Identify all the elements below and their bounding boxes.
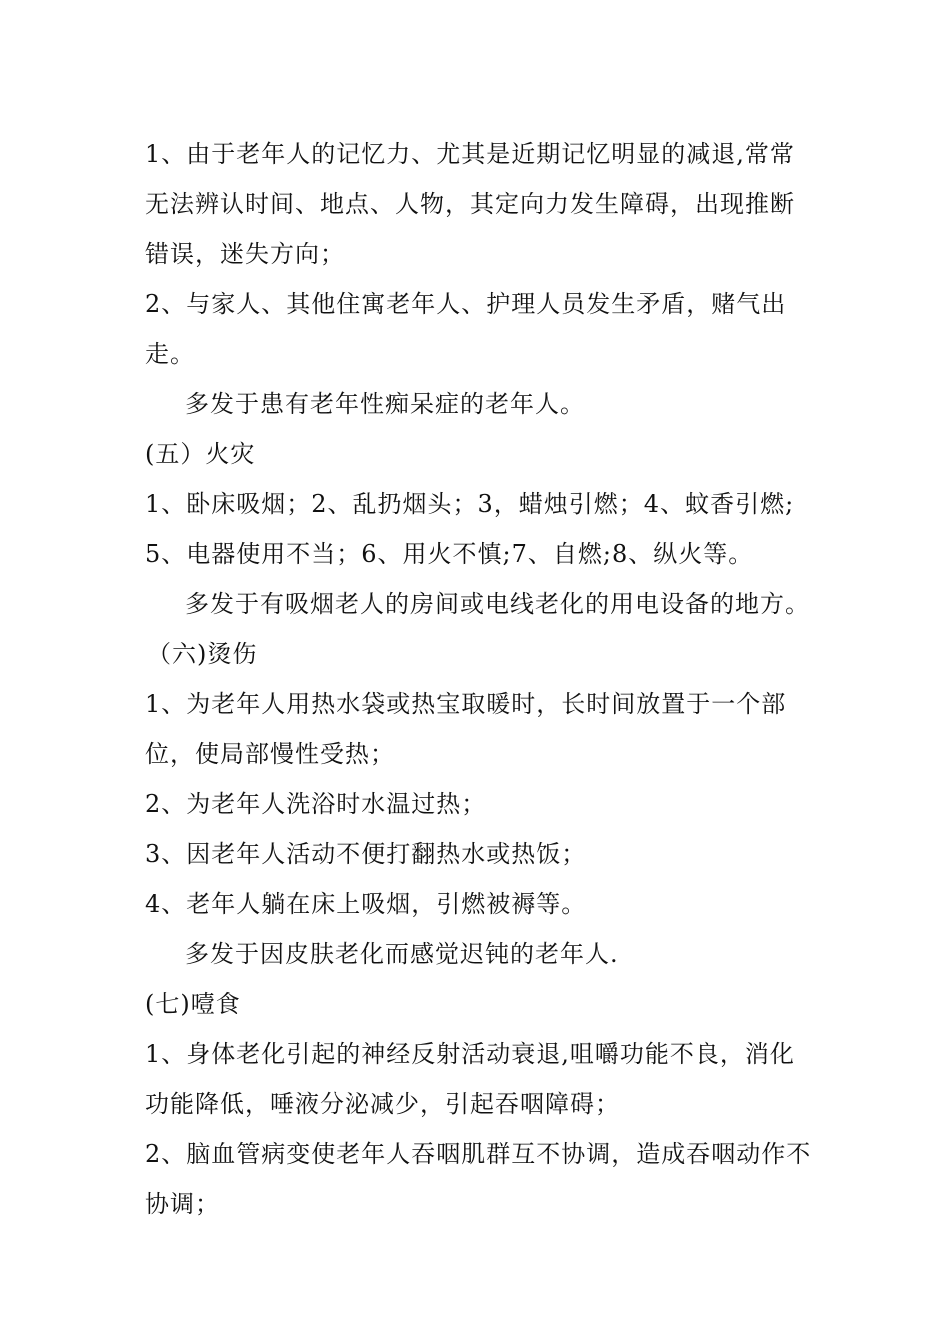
document-body [145,129,815,1229]
paragraph-burn-cause-1: 1、为老年人用热水袋或热宝取暖时，长时间放置于一个部位，使局部慢性受热； [145,690,787,768]
paragraph-burn-note: 多发于因皮肤老化而感觉迟钝的老年人. [185,940,619,968]
paragraph-fire-causes: 1、卧床吸烟；2、乱扔烟头；3，蜡烛引燃；4、蚊香引燃;5、电器使用不当；6、用火不慎;7、自燃;8、纵火等。 [145,490,795,568]
section-heading-burns: （六)烫伤 [147,640,258,668]
paragraph-fire-note: 多发于有吸烟老人的房间或电线老化的用电设备的地方。 [185,590,810,618]
section-heading-fire: (五）火灾 [145,440,256,468]
paragraph-disorientation-cause-1: 1、由于老年人的记忆力、尤其是近期记忆明显的减退,常常无法辨认时间、地点、人物，其定向力发生障碍，出现推断错误，迷失方向； [145,140,795,268]
paragraph-burn-cause-4: 4、老年人躺在床上吸烟，引燃被褥等。 [145,890,587,918]
paragraph-burn-cause-3: 3、因老年人活动不便打翻热水或热饭； [145,840,587,868]
paragraph-burn-cause-2: 2、为老年人洗浴时水温过热； [145,790,487,818]
paragraph-disorientation-note: 多发于患有老年性痴呆症的老年人。 [185,390,585,418]
paragraph-disorientation-cause-2: 2、与家人、其他住寓老年人、护理人员发生矛盾，赌气出走。 [145,290,787,368]
section-heading-choking: (七)噎食 [145,990,241,1018]
paragraph-choking-cause-1: 1、身体老化引起的神经反射活动衰退,咀嚼功能不良，消化功能降低，唾液分泌减少，引起吞咽障碍； [145,1040,795,1118]
paragraph-choking-cause-2: 2、脑血管病变使老年人吞咽肌群互不协调，造成吞咽动作不协调； [145,1140,812,1218]
